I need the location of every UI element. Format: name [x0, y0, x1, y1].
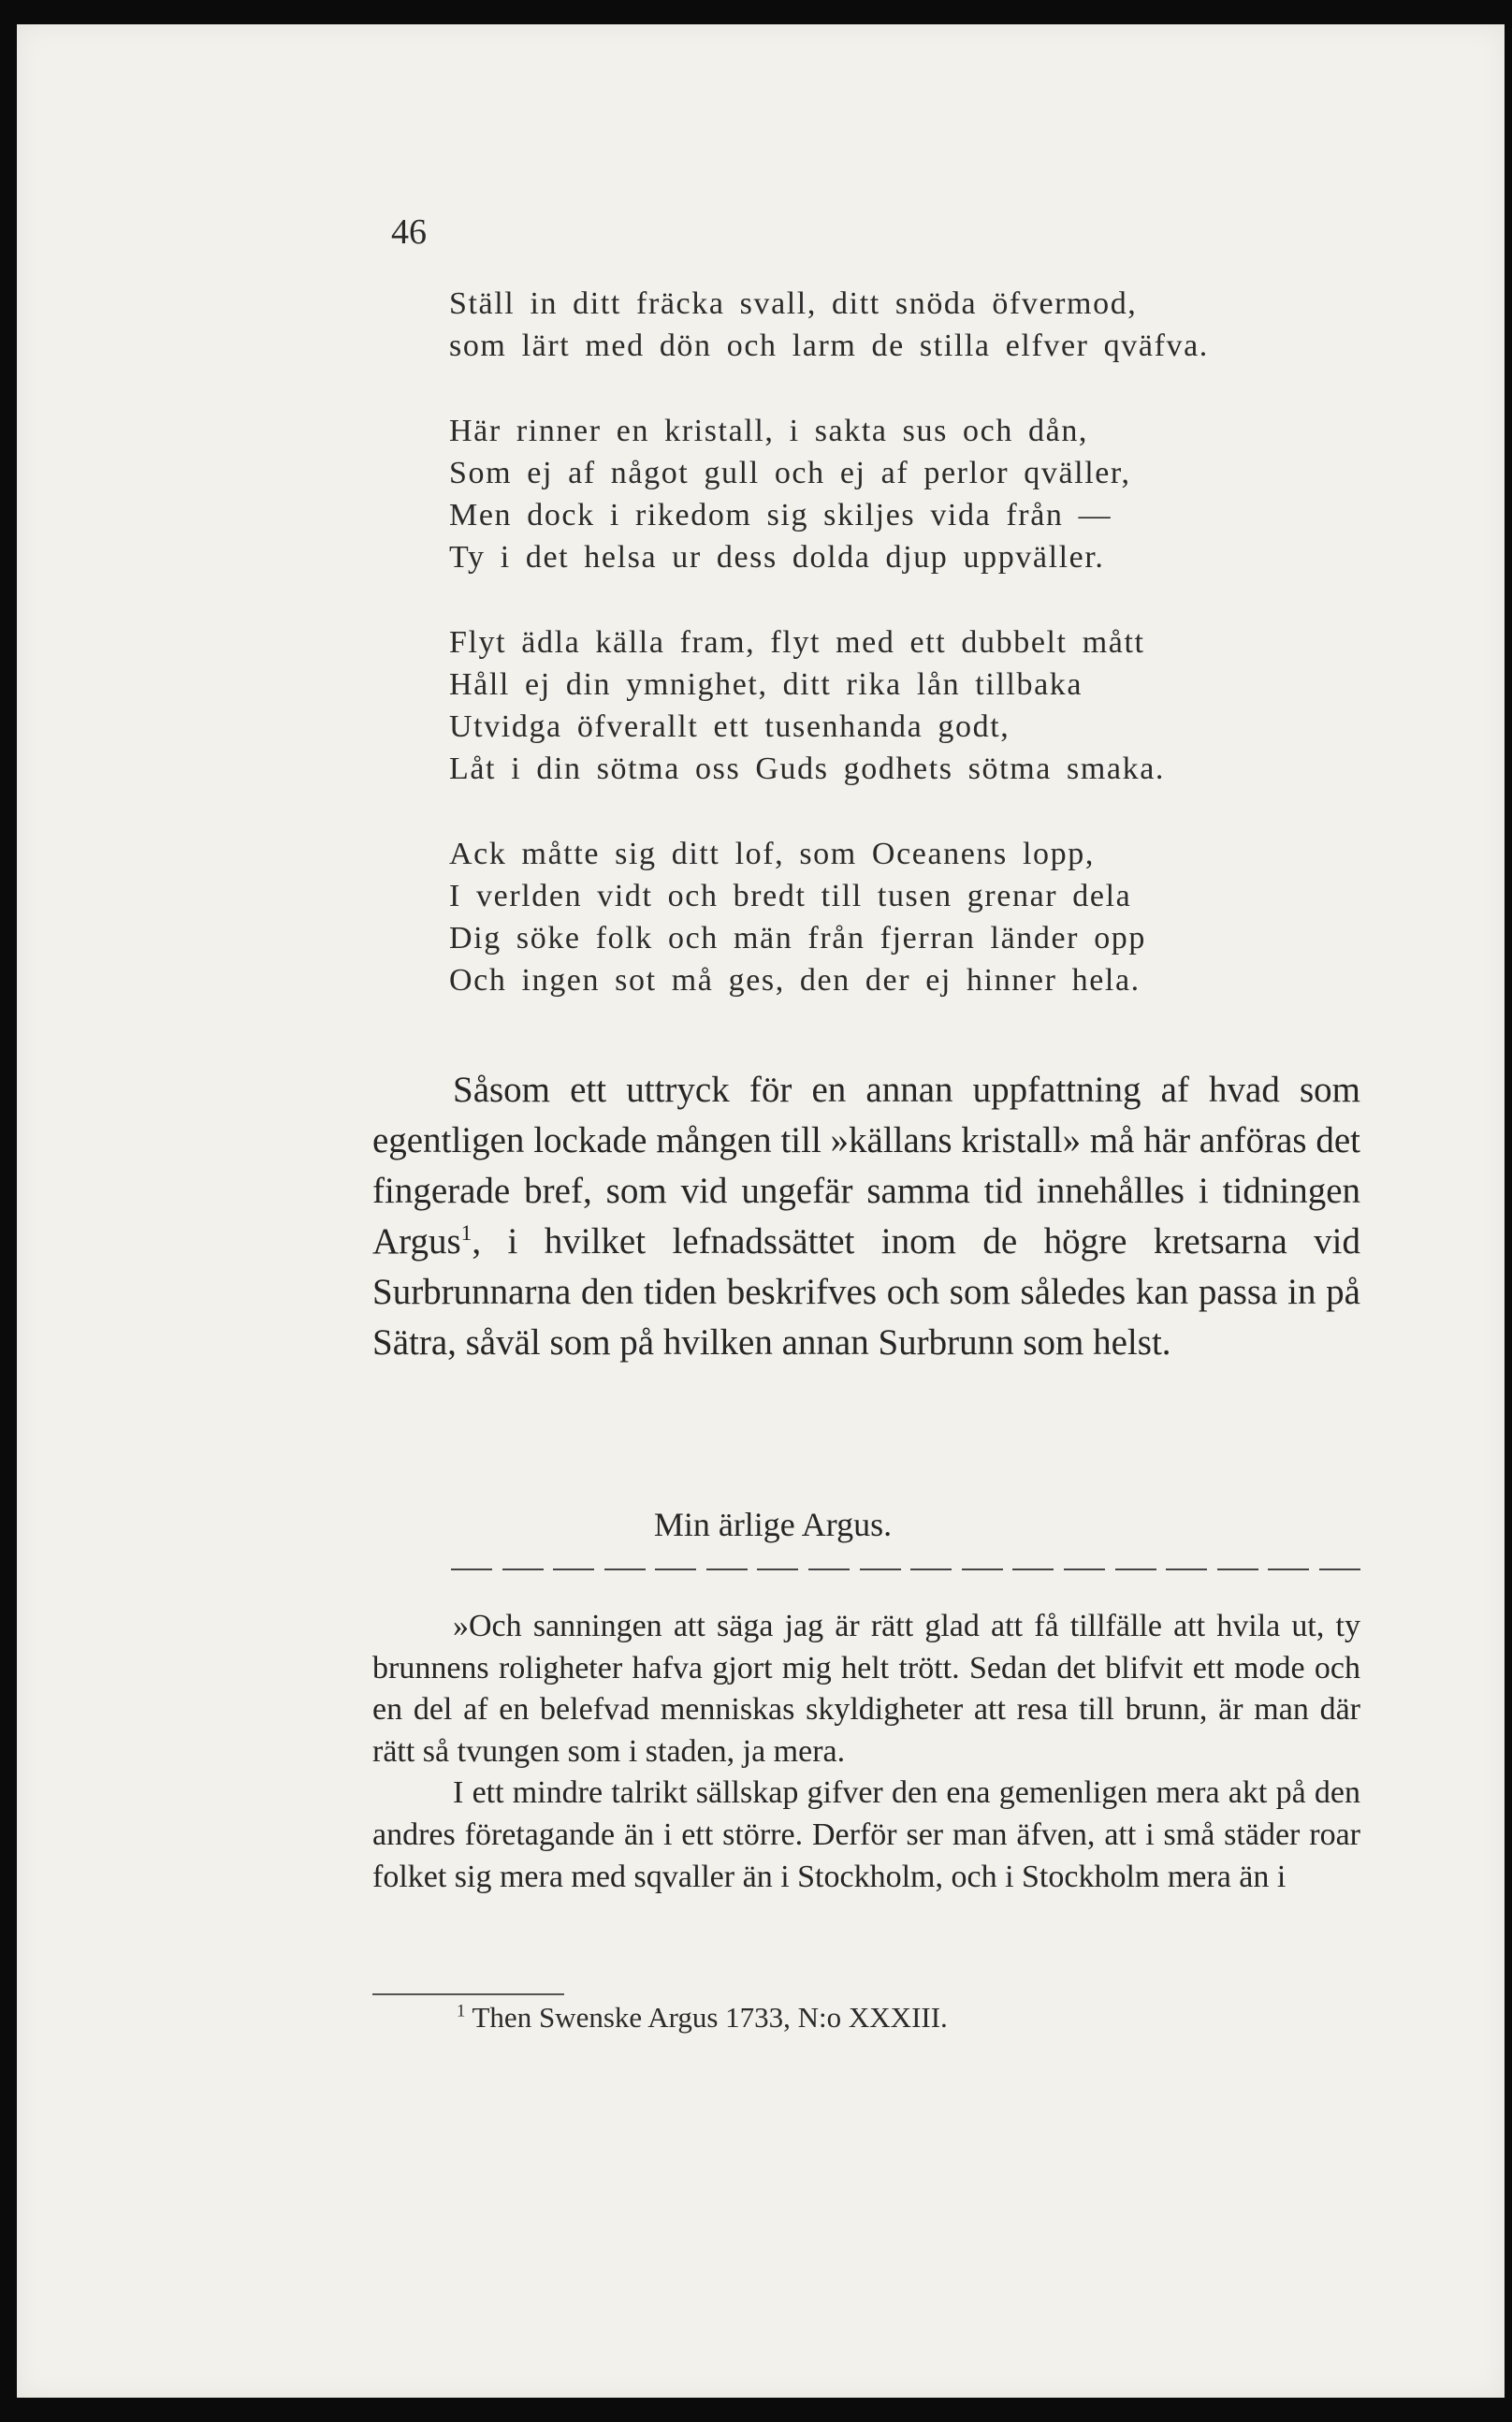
letter-paragraph: »Och sanningen att säga jag är rätt glad att få tillfälle att hvila ut, ty brunnens roligheter hafva gjort mig helt trött. Sedan det blifvit ett mode och en del af en belefvad menniskas skyldigheter att resa till brunn, är man där rätt så tvungen som i staden, ja mera. [372, 1609, 1360, 1769]
poem-line: som lärt med dön och larm de stilla elfver qväfva. [449, 328, 1209, 363]
poem-stanza-3 [449, 621, 1403, 790]
letter-paragraph: I ett mindre talrikt sällskap gifver den ena gemenligen mera akt på den andres företagande än i ett större. Derför ser man äfven, att i små städer roar folket sig mera med sqvaller än i Stockholm, och i Stockholm mera än i [372, 1775, 1360, 1894]
poem-line: Håll ej din ymnighet, ditt rika lån tillbaka [449, 667, 1083, 702]
letter-salutation: Min ärlige Argus. [653, 1506, 893, 1543]
paragraph-text [372, 1065, 1360, 1368]
letter-body [372, 1606, 1360, 1898]
poem-line: Ställ in ditt fräcka svall, ditt snöda öfvermod, [449, 286, 1138, 321]
footnote [457, 2001, 948, 2035]
poem-line: Som ej af något gull och ej af perlor qväller, [449, 456, 1131, 490]
poem-line: Flyt ädla källa fram, flyt med ett dubbelt mått [449, 625, 1145, 660]
dash-separator [451, 1568, 1360, 1570]
paragraph-text-part: , i hvilket lefnadssättet inom de högre kretsarna vid Surbrunnarna den tiden beskrifves och som således kan passa in på Sätra, såväl som på hvilken annan Surbrunn som helst. [372, 1221, 1360, 1363]
footnote-marker: 1 [457, 2001, 466, 2021]
poem-stanza-2 [449, 410, 1403, 578]
poem [449, 283, 1403, 1044]
poem-line: Ack måtte sig ditt lof, som Oceanens lopp, [449, 837, 1095, 871]
poem-line: Dig söke folk och män från fjerran länder opp [449, 921, 1146, 956]
footnote-divider [372, 1993, 564, 1995]
paragraph-text-part: Såsom ett uttryck för en annan uppfattning af hvad som egentligen lockade mången till »källans kristall» må här anföras det fingerade bref, som vid ungefär samma tid innehålles i tidningen Argus [372, 1070, 1360, 1262]
poem-line: Låt i din sötma oss Guds godhets sötma smaka. [449, 751, 1166, 786]
page-number: 46 [391, 212, 427, 252]
book-page [17, 24, 1505, 2398]
poem-line: Men dock i rikedom sig skiljes vida från — [449, 498, 1112, 533]
poem-stanza-1 [449, 283, 1403, 367]
footnote-reference: 1 [460, 1221, 472, 1246]
poem-line: Ty i det helsa ur dess dolda djup uppväller. [449, 540, 1105, 575]
footnote-text: Then Swenske Argus 1733, N:o XXXIII. [472, 2001, 948, 2034]
poem-line: Och ingen sot må ges, den der ej hinner hela. [449, 963, 1141, 998]
poem-line: Här rinner en kristall, i sakta sus och dån, [449, 414, 1089, 448]
body-paragraph [372, 1065, 1360, 1368]
poem-stanza-4 [449, 833, 1403, 1001]
poem-line: I verlden vidt och bredt till tusen grenar dela [449, 879, 1132, 913]
poem-line: Utvidga öfverallt ett tusenhanda godt, [449, 709, 1010, 744]
